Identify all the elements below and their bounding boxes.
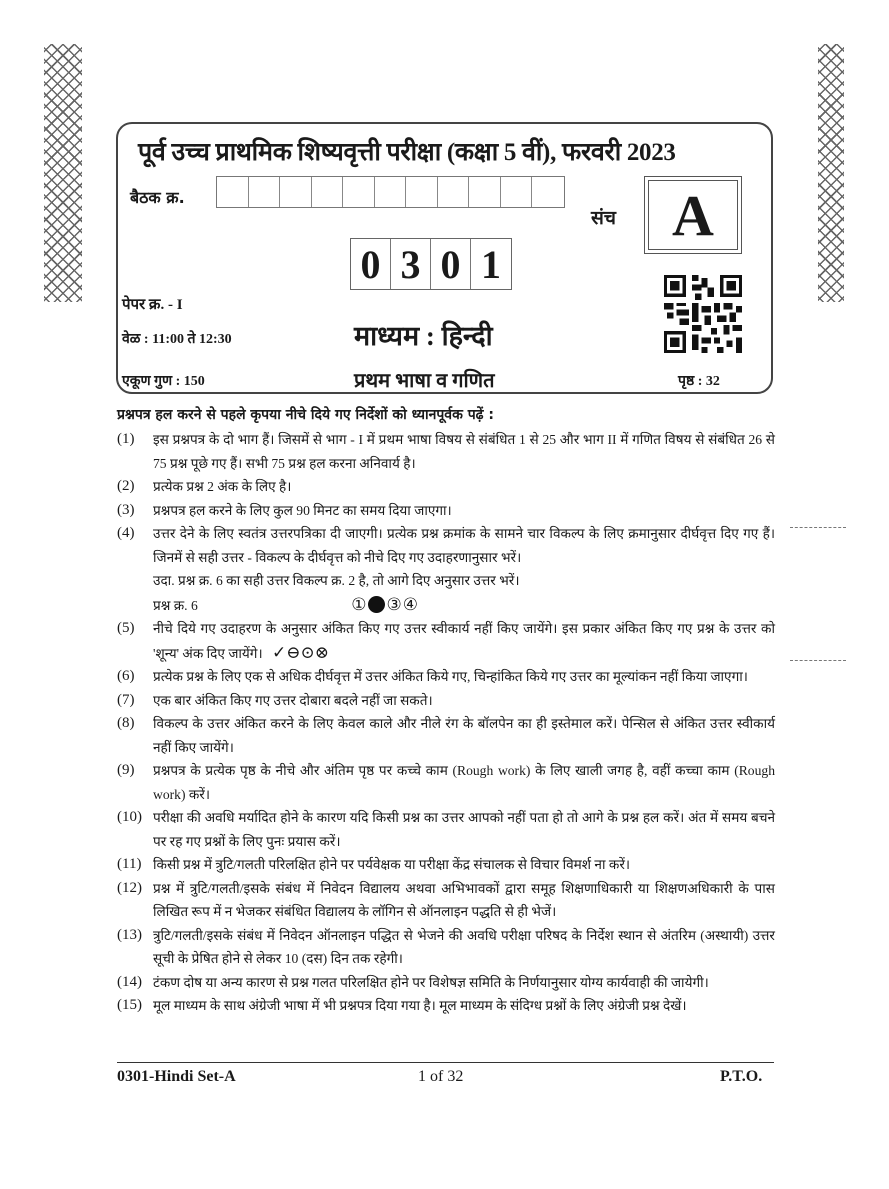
- footer-page-number: 1 of 32: [418, 1068, 464, 1085]
- instruction-number: (3): [117, 501, 135, 518]
- instruction-text: त्रुटि/गलती/इसके संबंध में निवेदन ऑनलाइन पद्धित से भेजने की अवधि परीक्षा परिषद के निर्देश स्थान से अंतरिम (अस्थायी) उत्तर सूची के प्रेषित होने से लेकर 10 (दस) दिन तक रहेगी।: [153, 927, 775, 966]
- instructions-list: [117, 428, 775, 1018]
- cut-mark-dashed: [790, 660, 846, 661]
- instruction-item: [117, 665, 775, 689]
- instructions-heading: प्रश्नपत्र हल करने से पहले कृपया नीचे दिये गए निर्देशों को ध्यानपूर्वक पढ़ें :: [117, 407, 495, 423]
- instruction-number: (4): [117, 525, 135, 541]
- instruction-text: प्रत्येक प्रश्न के लिए एक से अधिक दीर्घवृत्त में उत्तर अंकित किये गए, चिन्हांकित किये गए उत्तर का मूल्यांकन नहीं किया जाएगा।: [153, 669, 748, 684]
- code-digit: 1: [481, 241, 501, 287]
- footer-pto: P.T.O.: [720, 1068, 763, 1085]
- example-row: [153, 593, 775, 618]
- instruction-text: प्रश्नपत्र के प्रत्येक पृष्ठ के नीचे और अंतिम पृष्ठ पर कच्चे काम (Rough work) के लिए खाली जगह है, वहीं कच्चा काम (Rough work) करें।: [153, 763, 775, 802]
- exam-header-box: [116, 122, 773, 394]
- set-label: संच: [591, 208, 616, 229]
- instruction-text: एक बार अंकित किए गए उत्तर दोबारा बदले नहीं जा सकते।: [153, 692, 433, 708]
- instruction-text: मूल माध्यम के साथ अंग्रेजी भाषा में भी प्रश्नपत्र दिया गया है। मूल माध्यम के संदिग्ध प्रश्नों के लिए अंग्रेजी प्रश्न देखें।: [153, 998, 687, 1013]
- footer-paper-id: 0301-Hindi Set-A: [117, 1068, 236, 1085]
- instruction-item: [117, 617, 775, 665]
- instruction-number: (11): [117, 856, 142, 872]
- seat-digit-box[interactable]: [406, 177, 438, 207]
- code-digit: 0: [351, 239, 391, 289]
- instruction-item: [117, 712, 775, 759]
- instruction-item: [117, 522, 775, 617]
- exam-subject: प्रथम भाषा व गणित: [354, 370, 495, 392]
- seat-digit-box[interactable]: [280, 177, 312, 207]
- instruction-item: [117, 994, 775, 1018]
- paper-code: [350, 238, 512, 290]
- instruction-item: [117, 971, 775, 995]
- decorative-border-pattern-left: [44, 44, 82, 302]
- bubble-option-1-icon: ①: [351, 594, 368, 614]
- instruction-item: [117, 475, 775, 499]
- instruction-text: किसी प्रश्न में त्रुटि/गलती परिलक्षित होने पर पर्यवेक्षक या परीक्षा केंद्र संचालक से विचार विमर्श ना करें।: [153, 857, 631, 872]
- instruction-number: (14): [117, 973, 142, 990]
- seat-number-input-boxes[interactable]: [216, 176, 565, 208]
- answer-bubbles-example: [351, 593, 419, 617]
- instruction-item: [117, 806, 775, 853]
- instruction-item: [117, 759, 775, 806]
- instruction-item: [117, 499, 775, 523]
- bubble-option-2-filled-icon: [368, 596, 385, 613]
- instruction-example: उदा. प्रश्न क्र. 6 का सही उत्तर विकल्प क्र. 2 है, तो आगे दिए अनुसार उत्तर भरें।: [153, 573, 520, 588]
- seat-digit-box[interactable]: [249, 177, 281, 207]
- instruction-text: टंकण दोष या अन्य कारण से प्रश्न गलत परिलक्षित होने पर विशेषज्ञ समिति के निर्णयानुसार योग्य कार्यवाही की जायेगी।: [153, 974, 709, 990]
- instruction-number: (10): [117, 809, 142, 825]
- code-digit: 0: [431, 239, 471, 289]
- set-value: A: [648, 180, 738, 250]
- seat-digit-box[interactable]: [532, 177, 564, 207]
- seat-digit-box[interactable]: [375, 177, 407, 207]
- invalid-marks-icons: ✓⊖⊙⊗: [272, 642, 330, 662]
- bubble-option-4-icon: ④: [402, 594, 419, 614]
- instruction-item: [117, 428, 775, 475]
- instruction-text: नीचे दिये गए उदाहरण के अनुसार अंकित किए गए उत्तर स्वीकार्य नहीं किए जायेंगे। इस प्रकार अंकित किए गए प्रश्न के उत्तर को 'शून्य' अंक दिए जायेंगे।: [153, 621, 775, 661]
- instruction-text: प्रत्येक प्रश्न 2 अंक के लिए है।: [153, 479, 292, 494]
- seat-digit-box[interactable]: [217, 177, 249, 207]
- instruction-number: (13): [117, 926, 142, 943]
- instruction-number: (8): [117, 715, 135, 731]
- instruction-text: प्रश्नपत्र हल करने के लिए कुल 90 मिनट का समय दिया जाएगा।: [153, 502, 452, 518]
- instruction-number: (2): [117, 478, 135, 494]
- instruction-item: [117, 877, 775, 924]
- instruction-text: उत्तर देने के लिए स्वतंत्र उत्तरपत्रिका दी जाएगी। प्रत्येक प्रश्न क्रमांक के सामने चार विकल्प के लिए क्रमानुसार दीर्घवृत्त दिए गए हैं। जिनमें से सही उत्तर - विकल्प के दीर्घवृत्त को नीचे दिए गए उदाहरणानुसार भरें।: [153, 526, 775, 565]
- instruction-number: (6): [117, 668, 135, 684]
- exam-title: पूर्व उच्च प्राथमिक शिष्यवृत्ती परीक्षा (कक्षा 5 वीं), फरवरी 2023: [138, 139, 676, 166]
- instruction-item: [117, 689, 775, 713]
- exam-medium: माध्यम : हिन्दी: [354, 321, 493, 351]
- instruction-number: (15): [117, 997, 142, 1013]
- seat-number-label: बैठक क्र.: [130, 188, 185, 207]
- instruction-number: (12): [117, 879, 142, 896]
- instruction-text: परीक्षा की अवधि मर्यादित होने के कारण यदि किसी प्रश्न का उत्तर आपको नहीं पता हो तो आगे के प्रश्न हल करें। अंत में समय बचने पर रह गए प्रश्नों के लिए पुनः प्रयास करें।: [153, 810, 775, 849]
- set-badge: [644, 176, 742, 254]
- footer-divider: [117, 1062, 774, 1063]
- instruction-text: इस प्रश्नपत्र के दो भाग हैं। जिसमें से भाग - I में प्रथम भाषा विषय से संबंधित 1 से 25 और भाग II में गणित विषय से संबंधित 26 से 75 प्रश्न पूछे गए हैं। सभी 75 प्रश्न हल करना अनिवार्य है।: [153, 432, 775, 471]
- instruction-text: प्रश्न में त्रुटि/गलती/इसके संबंध में निवेदन विद्यालय अथवा अभिभावकों द्वारा समूह शिक्षणाधिकारी या शिक्षणअधिकारी के पास लिखित रूप में न भेजकर संबंधित विद्यालय के लॉगिन से ऑनलाइन पद्धति से ही भेजें।: [153, 880, 775, 919]
- instruction-number: (9): [117, 762, 135, 778]
- instruction-item: [117, 853, 775, 877]
- example-question-label: प्रश्न क्र. 6: [153, 597, 198, 613]
- paper-number: पेपर क्र. - I: [122, 297, 183, 313]
- qr-code-icon: [664, 274, 742, 354]
- page-count: पृष्ठ : 32: [678, 374, 720, 389]
- seat-digit-box[interactable]: [469, 177, 501, 207]
- instruction-text: विकल्प के उत्तर अंकित करने के लिए केवल काले और नीले रंग के बॉलपेन का ही इस्तेमाल करें। पेन्सिल से अंकित उत्तर स्वीकार्य नहीं किए जायेंगे।: [153, 716, 775, 755]
- total-marks: एकूण गुण : 150: [122, 374, 205, 389]
- instruction-text-block: [153, 617, 775, 665]
- decorative-border-pattern-right: [818, 44, 844, 302]
- bubble-option-3-icon: ③: [386, 594, 403, 614]
- code-digit: 3: [391, 239, 431, 289]
- instruction-text-block: [153, 522, 775, 617]
- instruction-item: [117, 924, 775, 971]
- instruction-number: (1): [117, 431, 135, 447]
- instruction-number: (5): [117, 620, 135, 636]
- seat-digit-box[interactable]: [312, 177, 344, 207]
- instruction-number: (7): [117, 691, 135, 708]
- exam-time: वेळ : 11:00 ते 12:30: [122, 332, 232, 347]
- seat-digit-box[interactable]: [438, 177, 470, 207]
- cut-mark-dashed: [790, 527, 846, 528]
- seat-digit-box[interactable]: [501, 177, 533, 207]
- seat-digit-box[interactable]: [343, 177, 375, 207]
